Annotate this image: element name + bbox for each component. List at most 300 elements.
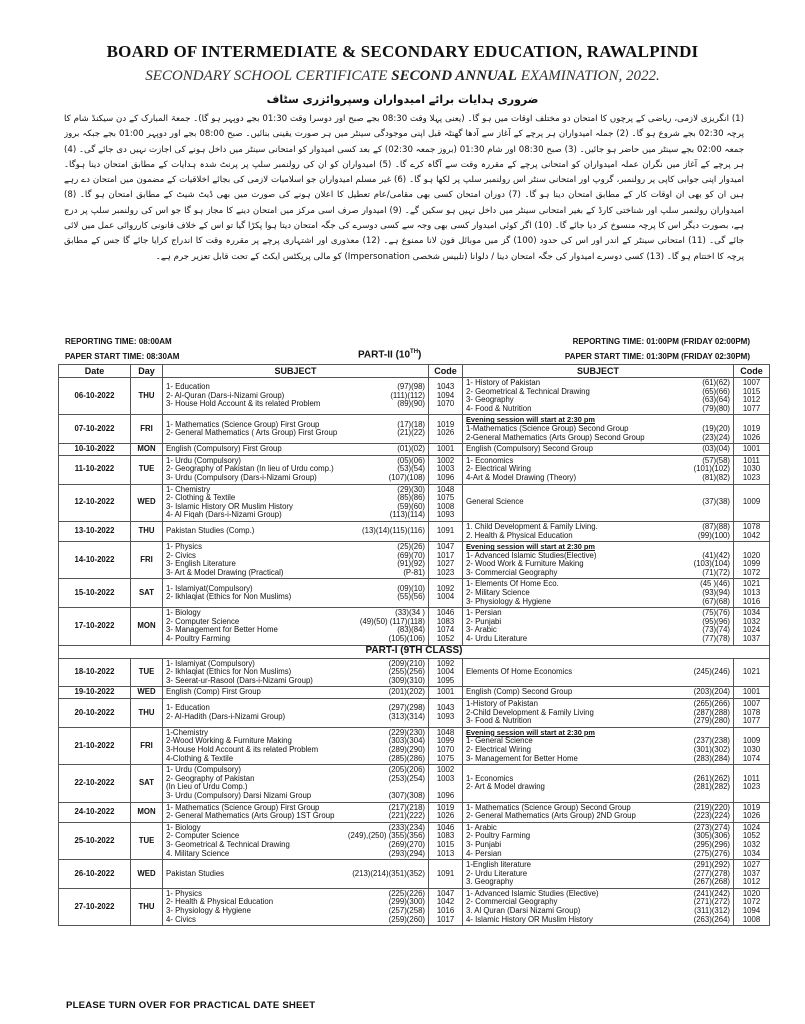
subject-line bbox=[166, 755, 425, 764]
morning-subjects bbox=[163, 484, 429, 521]
subject-code: 1015 bbox=[436, 839, 455, 849]
exam-date: 11-10-2022 bbox=[59, 455, 131, 484]
paper-numbers: (73)(74) bbox=[702, 625, 730, 635]
subject-code: 1074 bbox=[742, 753, 761, 763]
instruction-item: (3) صبح 08:30 اور شام 01:30 (بروز جمعہ 02:30) کے بعد کسی امیدوار کو امتحانی سینٹر میں داخل ہونے کی اجازت نہیں دی جائے گی۔ bbox=[79, 144, 577, 155]
paper-numbers: (57)(58) bbox=[702, 455, 730, 465]
exam-date: 26-10-2022 bbox=[59, 860, 131, 889]
subject-name: 4- Al Fiqah (Dars-i-Nizami Group) bbox=[166, 510, 282, 520]
exam-day: SAT bbox=[131, 765, 163, 802]
exam-date: 24-10-2022 bbox=[59, 802, 131, 822]
subject-name: 4-Clothing & Textile bbox=[166, 753, 234, 763]
evening-session-note: Evening session will start at 2:30 pm bbox=[466, 415, 595, 425]
exam-date: 14-10-2022 bbox=[59, 542, 131, 579]
subject-code: 1043 bbox=[436, 703, 455, 713]
evening-codes bbox=[734, 484, 770, 521]
subject-name: English (Compulsory) Second Group bbox=[466, 444, 593, 454]
col-day: Day bbox=[131, 365, 163, 378]
exam-day: THU bbox=[131, 699, 163, 728]
exam-date: 13-10-2022 bbox=[59, 521, 131, 541]
subject-line bbox=[466, 532, 730, 541]
paper-numbers: (245)(246) bbox=[693, 667, 730, 677]
paper-numbers: (89)(90) bbox=[397, 399, 425, 409]
subject-name: 4- Poultry Farming bbox=[166, 634, 231, 644]
subject-code: 1002 bbox=[436, 455, 455, 465]
footer-note: PLEASE TURN OVER FOR PRACTICAL DATE SHEET bbox=[66, 1000, 316, 1011]
instruction-item: (2) جملہ امیدواران ہر پرچے کے آغاز سے آدھا گھنٹہ قبل اپنی موجودگی سینٹر میں ہر صورت یقینی بنائیں۔ صبح 08:00 بجے اور دوپہر 01:00 بجے جبکہ بروز جمعہ 02:00 بجے سینٹر میں حاضر ہو جائیں۔ bbox=[64, 129, 744, 155]
paper-numbers: (261)(262) bbox=[693, 773, 730, 783]
morning-subjects bbox=[163, 579, 429, 608]
paper-numbers: (19)(20) bbox=[702, 423, 730, 433]
exam-day: TUE bbox=[131, 658, 163, 687]
subject-name: 1. Child Development & Family Living. bbox=[466, 521, 598, 531]
subject-code: 1072 bbox=[742, 567, 761, 577]
subject-code: 1004 bbox=[436, 592, 455, 602]
subject-code: 1094 bbox=[436, 390, 455, 400]
subject-name: 1- History of Pakistan bbox=[466, 378, 541, 387]
subject-name: 3- Punjabi bbox=[466, 839, 502, 849]
subject-line bbox=[166, 429, 425, 438]
subject-code: 1030 bbox=[742, 744, 761, 754]
subject-code: 1016 bbox=[742, 596, 761, 606]
subtitle-emphasis: SECOND ANNUAL bbox=[391, 68, 517, 84]
subject-code: 1096 bbox=[436, 790, 455, 800]
subject-name: 3- Food & Nutrition bbox=[466, 716, 532, 726]
morning-codes bbox=[429, 455, 463, 484]
subject-code: 1092 bbox=[436, 583, 455, 593]
subject-line bbox=[166, 445, 425, 454]
subject-line bbox=[166, 400, 425, 409]
subject-name: 1- Biology bbox=[166, 608, 201, 618]
morning-codes bbox=[429, 415, 463, 444]
evening-codes bbox=[734, 888, 770, 925]
subject-code: 1021 bbox=[742, 667, 761, 677]
subject-line bbox=[466, 498, 730, 507]
table-row bbox=[59, 699, 770, 728]
subject-code: 1026 bbox=[742, 811, 761, 821]
paper-numbers: (313)(314) bbox=[388, 711, 425, 721]
subject-code: 1070 bbox=[436, 399, 455, 409]
subject-name: 3- Commercial Geography bbox=[466, 567, 558, 577]
evening-codes bbox=[734, 579, 770, 608]
subject-name: 1-English literature bbox=[466, 860, 532, 870]
exam-date: 22-10-2022 bbox=[59, 765, 131, 802]
subject-name: 1- Elements Of Home Eco. bbox=[466, 579, 559, 589]
subject-code: 1021 bbox=[742, 579, 761, 589]
table-row bbox=[59, 542, 770, 579]
subject-code: 1091 bbox=[436, 868, 455, 878]
subject-line bbox=[166, 916, 425, 925]
subject-name: 1- Urdu (Compulsory) bbox=[166, 765, 241, 775]
exam-subtitle bbox=[40, 68, 765, 85]
subject-line bbox=[166, 677, 425, 686]
subject-name: 1- Mathematics (Science Group) First Group bbox=[166, 802, 320, 812]
evening-subjects bbox=[463, 802, 734, 822]
subject-name: General Science bbox=[466, 497, 524, 507]
subject-name: 1- Education bbox=[166, 703, 210, 713]
paper-numbers: (309)(310) bbox=[388, 675, 425, 685]
subject-name: 2- Punjabi bbox=[466, 616, 502, 626]
subject-name: 2- Clothing & Textile bbox=[166, 493, 236, 503]
evening-subjects bbox=[463, 484, 734, 521]
exam-day: WED bbox=[131, 860, 163, 889]
subject-line bbox=[166, 850, 425, 859]
morning-codes bbox=[429, 699, 463, 728]
subject-name: 2. Health & Physical Education bbox=[466, 530, 573, 540]
date-sheet-table bbox=[58, 364, 770, 926]
paper-numbers: (97)(98) bbox=[397, 382, 425, 392]
subject-name: Pakistan Studies bbox=[166, 868, 225, 878]
exam-date: 21-10-2022 bbox=[59, 727, 131, 764]
paper-numbers: (41)(42) bbox=[702, 550, 730, 560]
subject-code: 1037 bbox=[742, 868, 761, 878]
subject-name: 2- Health & Physical Education bbox=[166, 897, 274, 907]
exam-date: 15-10-2022 bbox=[59, 579, 131, 608]
subject-line bbox=[166, 511, 425, 520]
evening-session-note: Evening session will start at 2:30 pm bbox=[466, 542, 595, 552]
subject-code: 1017 bbox=[436, 550, 455, 560]
paper-numbers: (17)(18) bbox=[397, 419, 425, 429]
subject-code: 1008 bbox=[742, 914, 761, 924]
subject-code: 1027 bbox=[436, 559, 455, 569]
paper-numbers: (253)(254) bbox=[388, 773, 425, 783]
table-row bbox=[59, 888, 770, 925]
subject-code: 1009 bbox=[742, 736, 761, 746]
subject-name: 2- Al-Quran (Dars-i-Nizami Group) bbox=[166, 390, 285, 400]
exam-date: 25-10-2022 bbox=[59, 822, 131, 859]
table-row bbox=[59, 378, 770, 415]
paper-numbers: (37)(38) bbox=[702, 497, 730, 507]
subject-line bbox=[466, 474, 730, 483]
table-row bbox=[59, 455, 770, 484]
subject-code: 1023 bbox=[742, 472, 761, 482]
morning-codes bbox=[429, 727, 463, 764]
morning-codes bbox=[429, 802, 463, 822]
exam-date: 07-10-2022 bbox=[59, 415, 131, 444]
table-row bbox=[59, 579, 770, 608]
subject-code: 1027 bbox=[742, 860, 761, 870]
col-subject-evening: SUBJECT bbox=[463, 365, 734, 378]
subject-code: 1099 bbox=[742, 559, 761, 569]
morning-subjects bbox=[163, 727, 429, 764]
exam-day: TUE bbox=[131, 455, 163, 484]
paper-numbers: (65)(66) bbox=[702, 386, 730, 396]
morning-subjects bbox=[163, 765, 429, 802]
morning-codes bbox=[429, 444, 463, 456]
subject-name: 2- General Mathematics (Arts Group) 1ST Group bbox=[166, 811, 335, 821]
paper-numbers: (213)(214)(351)(352) bbox=[352, 868, 425, 878]
paper-numbers: (201)(202) bbox=[388, 687, 425, 697]
subject-code: 1042 bbox=[742, 530, 761, 540]
evening-subjects bbox=[463, 542, 734, 579]
paper-numbers: (23)(24) bbox=[702, 432, 730, 442]
subject-name: 3- Management for Better Home bbox=[166, 625, 278, 635]
subject-line bbox=[466, 569, 730, 578]
subject-code: 1019 bbox=[436, 802, 455, 812]
paper-numbers: (59)(60) bbox=[397, 501, 425, 511]
instruction-item: (12) معذوری اور اشتہاری پرچے پر مقررہ وقت کا اندراج کرایا جائے گا جس کے مطابق پرچہ کا اختتام ہو گا۔ bbox=[64, 236, 744, 262]
paper-numbers: (287)(288) bbox=[693, 707, 730, 717]
subtitle-part-1: SECONDARY SCHOOL CERTIFICATE bbox=[145, 68, 392, 84]
morning-subjects bbox=[163, 822, 429, 859]
paper-numbers: (101)(102) bbox=[693, 464, 730, 474]
paper-numbers: (237)(238) bbox=[693, 736, 730, 746]
instruction-item: (13) کسی دوسرے امیدوار کی جگہ امتحان دینا / دلوانا (تلبیس شخصی Impersonation) کو مالی پریکٹس ایکٹ کے تحت قابل تعزیر جرم ہے۔ bbox=[155, 251, 665, 262]
subject-code: 1004 bbox=[436, 667, 455, 677]
subject-code: 1020 bbox=[742, 550, 761, 560]
instruction-item: (5) امیدواران کو ان کی رولنمبر سلپ پر پرنٹ شدہ ہدایات کے مطابق امتحان دینا ہوگا۔ امیدوار اپنی جوابی کاپی پر رولنمبر، گروپ اور امتحانی سنٹر اس رولنمبر سلپ پر لکھا ہو گا۔ bbox=[64, 159, 744, 186]
subject-name: 1- Advanced Islamic Studies(Elective) bbox=[466, 550, 597, 560]
subject-name: 4- Islamic History OR Muslim History bbox=[466, 914, 593, 924]
exam-day: WED bbox=[131, 687, 163, 699]
subject-code: 1047 bbox=[436, 542, 455, 552]
paper-numbers: (269)(270) bbox=[388, 839, 425, 849]
subject-code: 1019 bbox=[436, 419, 455, 429]
paper-numbers: (223)(224) bbox=[693, 811, 730, 821]
morning-subjects bbox=[163, 415, 429, 444]
subject-code: 1007 bbox=[742, 699, 761, 708]
subject-line bbox=[466, 850, 730, 859]
paper-numbers: (263)(264) bbox=[693, 914, 730, 924]
subject-name: 3. Geography bbox=[466, 877, 514, 887]
table-row bbox=[59, 658, 770, 687]
paper-numbers: (53)(54) bbox=[397, 464, 425, 474]
exam-day: MON bbox=[131, 802, 163, 822]
subject-code: 1094 bbox=[742, 906, 761, 916]
paper-numbers: (81)(82) bbox=[702, 472, 730, 482]
subject-name: 1- Advanced Islamic Studies (Elective) bbox=[466, 888, 599, 898]
subject-name: English (Comp) First Group bbox=[166, 687, 261, 697]
paper-start-evening: PAPER START TIME: 01:30PM (FRIDAY 02:30PM) bbox=[564, 352, 750, 361]
subject-name: 1- Persian bbox=[466, 608, 502, 618]
subject-code: 1093 bbox=[436, 510, 455, 520]
subject-name: English (Compulsory) First Group bbox=[166, 444, 282, 454]
subject-code: 1001 bbox=[436, 444, 455, 454]
subject-code: 1034 bbox=[742, 608, 761, 618]
subject-code: 1024 bbox=[742, 625, 761, 635]
paper-numbers: (29)(30) bbox=[397, 484, 425, 494]
evening-codes bbox=[734, 699, 770, 728]
subject-name: 1-Chemistry bbox=[166, 727, 209, 737]
subject-line bbox=[166, 635, 425, 644]
subject-line bbox=[166, 907, 425, 916]
reporting-time-evening: REPORTING TIME: 01:00PM (FRIDAY 02:00PM) bbox=[572, 337, 750, 346]
subject-name: 1- Physics bbox=[166, 542, 202, 552]
board-title: BOARD OF INTERMEDIATE & SECONDARY EDUCATION, RAWALPINDI bbox=[106, 42, 699, 61]
subject-line bbox=[166, 543, 425, 552]
subject-name: 3- English Literature bbox=[166, 559, 236, 569]
subject-code: 1052 bbox=[742, 831, 761, 841]
subject-code: 1095 bbox=[436, 675, 455, 685]
paper-numbers: (281)(282) bbox=[693, 782, 730, 792]
exam-day: FRI bbox=[131, 542, 163, 579]
subject-code: 1011 bbox=[743, 455, 760, 465]
subject-name: Elements Of Home Economics bbox=[466, 667, 573, 677]
paper-numbers: (03)(04) bbox=[702, 444, 730, 454]
morning-subjects bbox=[163, 888, 429, 925]
subject-name: 1- General Science bbox=[466, 736, 533, 746]
subject-name: 2- Civics bbox=[166, 550, 196, 560]
subject-code: 1099 bbox=[436, 736, 455, 746]
subject-line bbox=[466, 717, 730, 726]
exam-date: 27-10-2022 bbox=[59, 888, 131, 925]
paper-numbers: (203)(204) bbox=[693, 687, 730, 697]
evening-codes bbox=[734, 860, 770, 889]
subject-code: 1032 bbox=[742, 616, 761, 626]
subject-line bbox=[466, 812, 730, 821]
paper-numbers: (49)(50) (117)(118) bbox=[359, 616, 425, 626]
subject-code: 1078 bbox=[742, 707, 761, 717]
subject-name: 4-Art & Model Drawing (Theory) bbox=[466, 472, 577, 482]
subject-code: 1008 bbox=[436, 501, 455, 511]
subject-code: 1075 bbox=[436, 753, 455, 763]
evening-subjects bbox=[463, 699, 734, 728]
subject-name: 3- Seerat-ur-Rasool (Dars-i-Nizami Group) bbox=[166, 675, 313, 685]
subject-code: 1015 bbox=[742, 386, 761, 396]
paper-numbers: (297)(298) bbox=[388, 703, 425, 713]
evening-subjects bbox=[463, 415, 734, 444]
morning-codes bbox=[429, 579, 463, 608]
subject-name: 3- Physiology & Hygiene bbox=[166, 906, 251, 916]
subject-code: 1077 bbox=[742, 403, 761, 413]
subject-name: 2- General Mathematics (Arts Group) 2ND Group bbox=[466, 811, 636, 821]
morning-subjects bbox=[163, 608, 429, 645]
morning-subjects bbox=[163, 542, 429, 579]
subject-name: 2- Electrical Wiring bbox=[466, 744, 531, 754]
instruction-item: (8) امیدواران رولنمبر سلپ اور شناختی کارڈ کے بغیر امتحانی سینٹر میں داخل نہیں ہو سکیں گے۔ bbox=[64, 190, 744, 216]
subject-name: 2- Commercial Geography bbox=[466, 897, 558, 907]
instruction-item: (4) ہر پرچے کے آغاز میں نگران عملہ امیدواران کو امتحانی پرچے کے مقررہ وقت سے آگاہ کرے گا۔ bbox=[64, 144, 744, 170]
subject-name: 1- Chemistry bbox=[166, 484, 211, 494]
table-body bbox=[59, 378, 770, 926]
subject-line bbox=[466, 878, 730, 887]
paper-numbers: (279)(280) bbox=[693, 716, 730, 726]
paper-start-morning: PAPER START TIME: 08:30AM bbox=[65, 352, 180, 361]
subject-code: 1023 bbox=[436, 567, 455, 577]
table-row bbox=[59, 822, 770, 859]
subject-name: 3- Physiology & Hygiene bbox=[466, 596, 551, 606]
paper-numbers: (255)(256) bbox=[388, 667, 425, 677]
subject-code: 1083 bbox=[436, 831, 455, 841]
subject-line bbox=[166, 569, 425, 578]
subject-line bbox=[466, 783, 730, 792]
subject-code: 1019 bbox=[742, 423, 761, 433]
subject-line bbox=[166, 812, 425, 821]
table-row bbox=[59, 765, 770, 802]
table-row bbox=[59, 415, 770, 444]
table-row bbox=[59, 727, 770, 764]
part2-heading bbox=[358, 349, 421, 360]
subject-name: 2- Computer Science bbox=[166, 831, 240, 841]
subject-line bbox=[166, 688, 425, 697]
evening-codes bbox=[734, 455, 770, 484]
paper-numbers: (99)(100) bbox=[697, 530, 730, 540]
paper-numbers: (209)(210) bbox=[388, 658, 425, 668]
exam-day: THU bbox=[131, 888, 163, 925]
morning-codes bbox=[429, 860, 463, 889]
subject-name: 2- Geography of Pakistan bbox=[166, 773, 255, 783]
instructions-heading: ضروری ہدایات برائے امیدواران وسپروائزری سٹاف bbox=[266, 93, 539, 106]
subject-code: 1078 bbox=[742, 521, 761, 531]
subject-line bbox=[166, 527, 425, 536]
part1-heading-row bbox=[59, 645, 770, 658]
subject-name: (In Lieu of Urdu Comp.) bbox=[166, 782, 248, 792]
subject-name: 2- Poultry Farming bbox=[466, 831, 531, 841]
evening-subjects bbox=[463, 521, 734, 541]
subject-name: 2- Computer Science bbox=[166, 616, 240, 626]
part1-heading: PART-I (9TH CLASS) bbox=[59, 645, 770, 658]
exam-date: 06-10-2022 bbox=[59, 378, 131, 415]
subject-line bbox=[466, 832, 730, 841]
subject-code: 1083 bbox=[436, 616, 455, 626]
subject-name: English (Comp) Second Group bbox=[466, 687, 573, 697]
paper-numbers: (75)(76) bbox=[702, 608, 730, 618]
paper-numbers: (233)(234) bbox=[388, 822, 425, 832]
evening-codes bbox=[734, 802, 770, 822]
subject-line bbox=[466, 755, 730, 764]
subject-name: 2- Geography of Pakistan (In lieu of Urdu comp.) bbox=[166, 464, 334, 474]
subject-line bbox=[166, 792, 425, 801]
paper-numbers: (33)(34 ) bbox=[395, 608, 425, 618]
paper-numbers: (273)(274) bbox=[693, 822, 730, 832]
exam-date: 12-10-2022 bbox=[59, 484, 131, 521]
subject-code: 1042 bbox=[436, 897, 455, 907]
subject-code: 1047 bbox=[436, 888, 455, 898]
subject-code: 1052 bbox=[436, 634, 455, 644]
paper-numbers: (241)(242) bbox=[693, 888, 730, 898]
subject-name: 1- Physics bbox=[166, 888, 202, 898]
paper-numbers: (303)(304) bbox=[388, 736, 425, 746]
evening-codes bbox=[734, 687, 770, 699]
evening-subjects bbox=[463, 455, 734, 484]
subject-code: 1048 bbox=[436, 727, 455, 737]
instruction-item: (6) غیر مسلم امیدواران جو اسلامیات لازمی کی بجائے اخلاقیات کے مضمون میں امتحان دے رہے ہیں ان کو بھی ان اوقات کار کے مطابق امتحان دینا ہو گا۔ bbox=[64, 175, 744, 201]
subject-code: 1091 bbox=[436, 526, 455, 536]
paper-numbers: (69)(70) bbox=[397, 550, 425, 560]
paper-numbers: (63)(64) bbox=[702, 395, 730, 405]
subject-code: 1023 bbox=[742, 782, 761, 792]
paper-numbers: (83)(84) bbox=[397, 625, 425, 635]
exam-date: 10-10-2022 bbox=[59, 444, 131, 456]
subject-name: 2- Geometrical & Technical Drawing bbox=[466, 386, 590, 396]
subject-name: 3- Islamic History OR Muslim History bbox=[166, 501, 293, 511]
subject-name: 1- Islamiyat(Compulsory) bbox=[166, 583, 253, 593]
evening-subjects bbox=[463, 444, 734, 456]
paper-numbers: (277)(278) bbox=[693, 868, 730, 878]
subject-line bbox=[466, 668, 730, 677]
subject-code: 1013 bbox=[436, 848, 455, 858]
subject-code: 1046 bbox=[436, 608, 455, 618]
table-row bbox=[59, 860, 770, 889]
morning-subjects bbox=[163, 378, 429, 415]
paper-numbers: (265)(266) bbox=[693, 699, 730, 708]
subject-name: Pakistan Studies (Comp.) bbox=[166, 526, 255, 536]
subject-line bbox=[466, 405, 730, 414]
evening-subjects bbox=[463, 579, 734, 608]
morning-subjects bbox=[163, 802, 429, 822]
table-row bbox=[59, 444, 770, 456]
morning-subjects bbox=[163, 860, 429, 889]
subject-name: 4- Persian bbox=[466, 848, 502, 858]
paper-numbers: (113)(114) bbox=[389, 510, 425, 520]
paper-numbers: (111)(112) bbox=[390, 390, 425, 400]
subject-name: 3- Art & Model Drawing (Practical) bbox=[166, 567, 284, 577]
subject-name: 2- Al-Hadith (Dars-i-Nizami Group) bbox=[166, 711, 286, 721]
exam-day: FRI bbox=[131, 415, 163, 444]
exam-day: THU bbox=[131, 521, 163, 541]
subject-code: 1037 bbox=[742, 634, 761, 644]
subject-line bbox=[466, 434, 730, 443]
